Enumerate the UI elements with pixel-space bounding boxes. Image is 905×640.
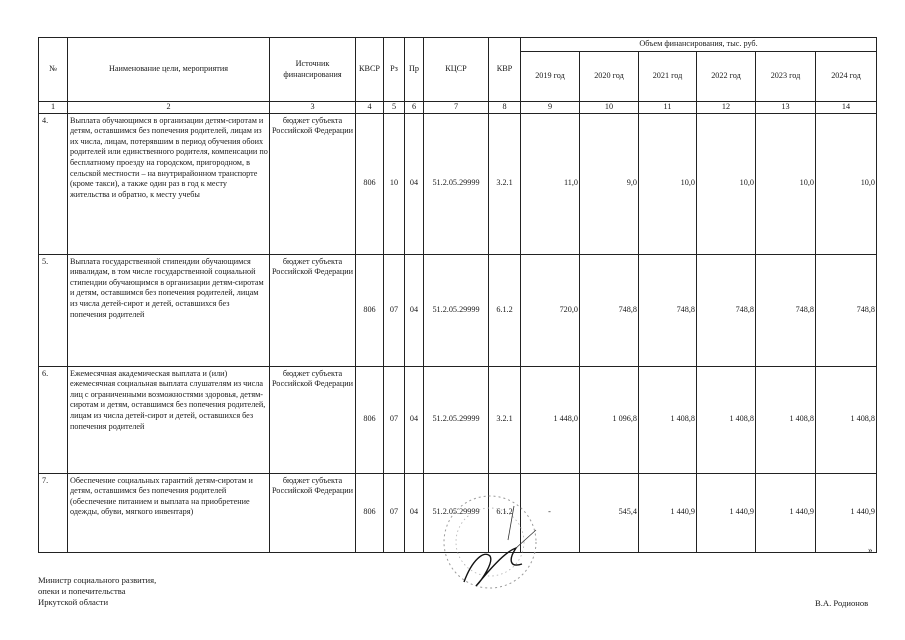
header-num: № xyxy=(39,38,68,102)
row-kvr: 6.1.2 xyxy=(489,254,521,366)
row-rz: 07 xyxy=(384,366,405,473)
program-table xyxy=(38,37,877,553)
row-value: 748,8 xyxy=(639,254,697,366)
header-ktsr: КЦСР xyxy=(424,38,489,102)
header-year: 2020 год xyxy=(580,52,639,102)
row-value: 1 408,8 xyxy=(756,366,816,473)
header-kvsr: КВСР xyxy=(356,38,384,102)
header-year: 2024 год xyxy=(816,52,877,102)
row-number: 5. xyxy=(39,254,68,366)
header-kvr: КВР xyxy=(489,38,521,102)
signer-position xyxy=(38,575,156,608)
column-number-row xyxy=(39,102,877,114)
row-value: 720,0 xyxy=(521,254,580,366)
column-number: 7 xyxy=(424,102,489,114)
column-number: 8 xyxy=(489,102,521,114)
row-name: Выплата обучающимся в организации детям-сиротам и детям, оставшимся без попечения родителей, лицам из их числа, лицам, потерявшим в период обучения обоих родителей или единственного родителя, компенсации по бесплатному проезду на городском, пригородном, в сельской местности – на внутрирайонном транспорте (кроме такси), а также один раз в год к месту жительства и обратно, к месту учебы xyxy=(68,113,270,254)
row-value: 10,0 xyxy=(816,113,877,254)
row-value: 1 440,9 xyxy=(816,473,877,552)
signer-name: В.А. Родионов xyxy=(815,598,869,608)
column-number: 11 xyxy=(639,102,697,114)
row-kvsr: 806 xyxy=(356,366,384,473)
row-value: 1 408,8 xyxy=(697,366,756,473)
column-number: 4 xyxy=(356,102,384,114)
row-kvsr: 806 xyxy=(356,473,384,552)
row-value: 748,8 xyxy=(580,254,639,366)
row-value: 10,0 xyxy=(756,113,816,254)
row-ktsr: 51.2.05.29999 xyxy=(424,473,489,552)
row-source: бюджет субъекта Российской Федерации xyxy=(270,254,356,366)
row-value: 1 440,9 xyxy=(639,473,697,552)
row-number: 6. xyxy=(39,366,68,473)
row-value: - xyxy=(521,473,580,552)
header-rz: Рз xyxy=(384,38,405,102)
header-name: Наименование цели, мероприятия xyxy=(68,38,270,102)
row-value: 11,0 xyxy=(521,113,580,254)
row-rz: 07 xyxy=(384,254,405,366)
header-pr: Пр xyxy=(405,38,424,102)
column-number: 13 xyxy=(756,102,816,114)
row-ktsr: 51.2.05.29999 xyxy=(424,113,489,254)
row-pr: 04 xyxy=(405,113,424,254)
row-pr: 04 xyxy=(405,473,424,552)
column-number: 12 xyxy=(697,102,756,114)
header-year: 2022 год xyxy=(697,52,756,102)
row-kvsr: 806 xyxy=(356,113,384,254)
row-source: бюджет субъекта Российской Федерации xyxy=(270,366,356,473)
table-row xyxy=(39,366,877,473)
row-name: Выплата государственной стипендии обучающимся инвалидам, в том числе государственной социальной стипендии обучающимся в организации детям-сиротам и детям, оставшимся без попечения родителей, лицам из числа детей-сирот и детей, оставшихся без попечения родителей xyxy=(68,254,270,366)
row-pr: 04 xyxy=(405,254,424,366)
position-line: Министр социального развития, xyxy=(38,575,157,585)
row-value: 1 096,8 xyxy=(580,366,639,473)
row-number: 4. xyxy=(39,113,68,254)
row-kvsr: 806 xyxy=(356,254,384,366)
row-name: Ежемесячная академическая выплата и (или) ежемесячная социальная выплата слушателям из числа лиц с ограниченными возможностями здоровья, детям-сиротам и детям, оставшимся без попечения родителей, лицам из числа детей-сирот и детей, оставшихся без попечения родителей xyxy=(68,366,270,473)
row-source: бюджет субъекта Российской Федерации xyxy=(270,113,356,254)
row-value: 748,8 xyxy=(756,254,816,366)
column-number: 10 xyxy=(580,102,639,114)
column-number: 6 xyxy=(405,102,424,114)
row-value: 10,0 xyxy=(639,113,697,254)
row-value: 9,0 xyxy=(580,113,639,254)
header-source: Источник финансирования xyxy=(270,38,356,102)
row-number: 7. xyxy=(39,473,68,552)
table-row xyxy=(39,254,877,366)
column-number: 1 xyxy=(39,102,68,114)
row-value: 1 448,0 xyxy=(521,366,580,473)
row-value: 1 408,8 xyxy=(816,366,877,473)
row-ktsr: 51.2.05.29999 xyxy=(424,254,489,366)
column-number: 14 xyxy=(816,102,877,114)
row-name: Обеспечение социальных гарантий детям-сиротам и детям, оставшимся без попечения родителей (обеспечение питанием и выплата на приобретение одежды, обуви, мягкого инвентаря) xyxy=(68,473,270,552)
row-value: 748,8 xyxy=(697,254,756,366)
header-year: 2019 год xyxy=(521,52,580,102)
header-financing: Объем финансирования, тыс. руб. xyxy=(521,38,877,52)
column-number: 3 xyxy=(270,102,356,114)
end-quote-mark: ». xyxy=(868,545,875,555)
row-rz: 07 xyxy=(384,473,405,552)
row-rz: 10 xyxy=(384,113,405,254)
row-value: 748,8 xyxy=(816,254,877,366)
official-stamp-signature xyxy=(412,490,562,610)
row-kvr: 3.2.1 xyxy=(489,366,521,473)
column-number: 2 xyxy=(68,102,270,114)
row-value: 1 440,9 xyxy=(756,473,816,552)
position-line: Иркутской области xyxy=(38,597,109,607)
row-value: 1 408,8 xyxy=(639,366,697,473)
row-kvr: 6.1.2 xyxy=(489,473,521,552)
row-pr: 04 xyxy=(405,366,424,473)
column-number: 5 xyxy=(384,102,405,114)
row-ktsr: 51.2.05.29999 xyxy=(424,366,489,473)
column-number: 9 xyxy=(521,102,580,114)
row-value: 1 440,9 xyxy=(697,473,756,552)
row-value: 545,4 xyxy=(580,473,639,552)
row-kvr: 3.2.1 xyxy=(489,113,521,254)
header-year: 2023 год xyxy=(756,52,816,102)
row-value: 10,0 xyxy=(697,113,756,254)
header-year: 2021 год xyxy=(639,52,697,102)
table-row xyxy=(39,113,877,254)
position-line: опеки и попечительства xyxy=(38,586,126,596)
row-source: бюджет субъекта Российской Федерации xyxy=(270,473,356,552)
